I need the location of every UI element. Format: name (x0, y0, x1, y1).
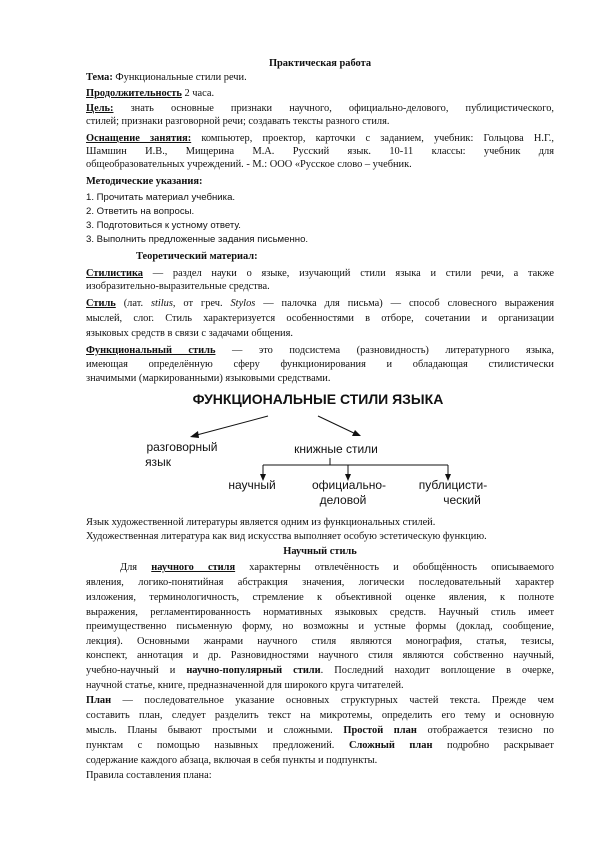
science-line-7: конспект, аннотация и др. Разновидностями научного стиля являются собственно научный, (86, 650, 554, 661)
theory-heading: Теоретический материал: (136, 251, 258, 262)
equipment-label: Оснащение занятия: (86, 133, 192, 144)
style-greek-word: Stylos (230, 298, 256, 309)
method-step-3: 3. Подготовиться к устному ответу. (86, 220, 241, 231)
method-heading: Методические указания: (86, 176, 203, 187)
method-step-1: 1. Прочитать материал учебника. (86, 192, 236, 203)
duration-value: 2 часа. (184, 88, 215, 99)
topic-label: Тема: (86, 72, 113, 83)
duration-label: Продолжительность (86, 88, 182, 99)
plan-line-1: План — последовательное указание основных структурных частей текста. Прежде чем (86, 695, 554, 706)
science-term: научного стиля (151, 562, 236, 573)
popular-science-term: научно-популярный стили (186, 665, 321, 676)
art-language-line-2: Художественная литература как вид искусства выполняет особую эстетическую функцию. (86, 531, 487, 542)
science-line-6: лекция). Основными жанрами научного стиля являются монография, статья, тезисы, (86, 636, 554, 647)
equipment-text-2: Шамшин И.В., Мищерина М.А. Русский язык. 10-11 классы: учебник для (86, 146, 554, 157)
science-line-1: Для научного стиля характерны отвлечённость и обобщённость описываемого (120, 562, 554, 573)
equipment-text-3: общеобразовательных учреждений. - М.: ООО «Русское слово – учебник. (86, 159, 412, 170)
style-text-2: мыслей, слог. Стиль характеризуется особенностями в отборе, сочетании и организации (86, 313, 554, 324)
style-line-1: Стиль (лат. stilus, от греч. Stylos — палочка для письма) — способ словесного выражения (86, 298, 554, 309)
goal-label: Цель: (86, 103, 114, 114)
science-line-2: явления, логико-понятийная абстракция значения, логически последовательный характер (86, 577, 554, 588)
diagram-title: ФУНКЦИОНАЛЬНЫЕ СТИЛИ ЯЗЫКА (192, 391, 444, 407)
method-step-4: 3. Выполнить предложенные задания письменно. (86, 234, 309, 245)
topic-value: Функциональные стили речи. (115, 72, 247, 83)
node-scientific: научный (228, 478, 276, 492)
page-title: Практическая работа (268, 58, 372, 69)
arrow-to-bookish (318, 416, 358, 435)
science-line-8: учебно-научный и научно-популярный стили. Последний находит воплощение в очерке, (86, 665, 554, 676)
plan-line-4: пунктам с помощью назывных предложений. Сложный план подробно раскрывает (86, 740, 554, 751)
plan-line-2: составить план, следует разделить текст на микротемы, определить его тему и основную (86, 710, 554, 721)
functional-style-text-3: значимыми (маркированными) языковыми средствами. (86, 373, 331, 384)
stylistics-text-1: — раздел науки о языке, изучающий стили языка и стили речи, а также (143, 268, 554, 279)
functional-style-line-1: Функциональный стиль — это подсистема (разновидность) литературного языка, (86, 345, 554, 356)
goal-text-1: знать основные признаки научного, официально-делового, публицистического, (130, 103, 554, 114)
science-line-9: научной статье, книге, предназначенной для широкого круга читателей. (86, 680, 404, 691)
science-line-3: изложения, терминологичность, стремление к объективной оценке явления, к полноте (86, 592, 554, 603)
node-conversational-line-2: язык (145, 455, 171, 469)
complex-plan-term: Сложный план (348, 740, 433, 751)
plan-term: План (86, 695, 112, 706)
science-line-5: преимущественно письменную форму, но возможны и устные формы (доклад, сообщение, (86, 621, 554, 632)
art-language-line-1: Язык художественной литературы является одним из функциональных стилей. (86, 517, 436, 528)
style-text-3: языковых средств в связи с задачами общения. (86, 328, 293, 339)
style-latin-word: stilus (150, 298, 173, 309)
node-official-line-2: деловой (319, 493, 367, 507)
style-term: Стиль (86, 298, 116, 309)
stylistics-text-2: изобразительно-выразительные средства. (86, 281, 270, 292)
goal-text-2: стилей; признаки разговорной речи; создавать тексты разного стиля. (86, 116, 390, 127)
method-step-2: 2. Ответить на вопросы. (86, 206, 195, 217)
plan-rules-heading: Правила составления плана: (86, 770, 212, 781)
simple-plan-term: Простой план (343, 725, 417, 736)
equipment-text-1: компьютер, проектор, карточки с заданием, учебник: Гольцова Н.Г., (201, 133, 554, 144)
node-journalistic-line-1: публицисти- (418, 478, 488, 492)
node-bookish: книжные стили (294, 442, 378, 456)
plan-line-5: содержание каждого абзаца, включая в себя пункты и подпункты. (86, 755, 378, 766)
plan-line-3: мысль. Планы бывают простыми и сложными. Простой план отображается тезисно по (86, 725, 554, 736)
arrow-to-conversational (193, 416, 268, 436)
node-conversational-line-1: разговорный (146, 440, 218, 454)
node-official-line-1: официально- (311, 478, 387, 492)
science-heading: Научный стиль (283, 546, 357, 557)
functional-style-term: Функциональный стиль (86, 345, 216, 356)
functional-style-text-2: имеющая определённую сферу функционирования и обладающая стилистически (86, 359, 554, 370)
arrowhead-conversational (190, 431, 199, 438)
stylistics-term: Стилистика (86, 268, 144, 279)
node-journalistic-line-2: ческий (443, 493, 481, 507)
science-line-4: выражения, регламентированность нормативных языковых средств. Научный стиль имеет (86, 607, 554, 618)
